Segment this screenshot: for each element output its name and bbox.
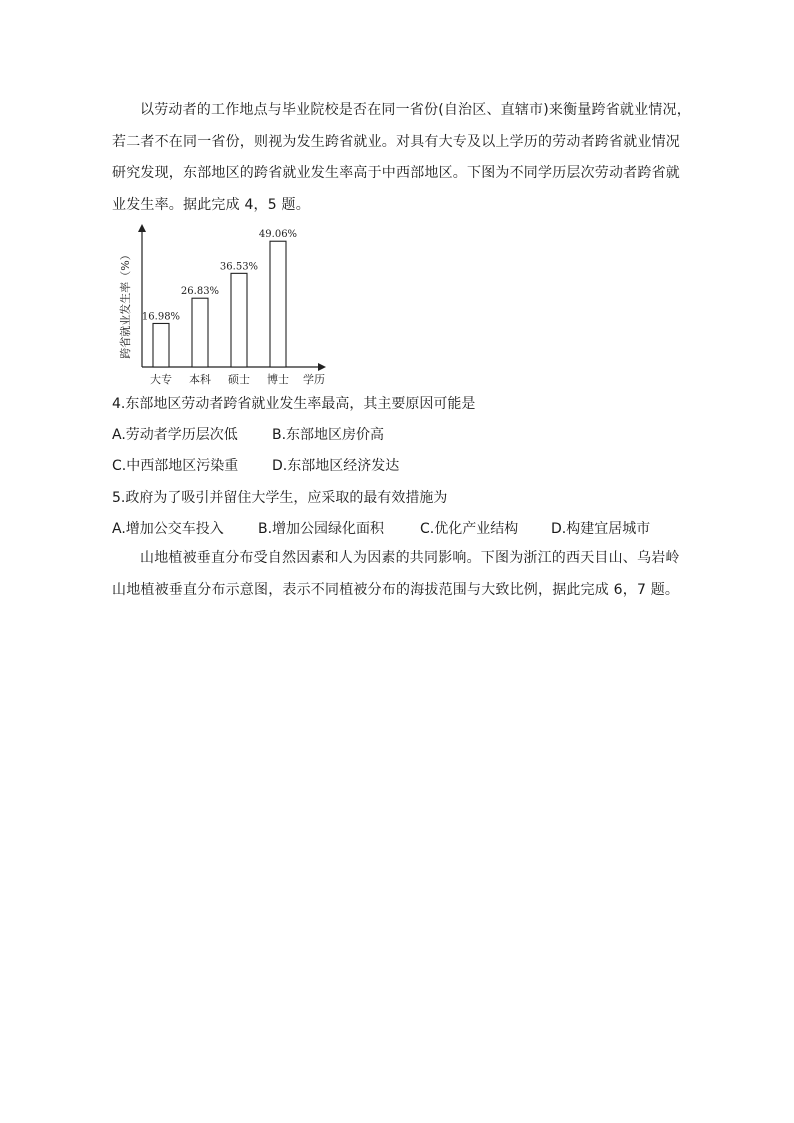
bar-chart bbox=[112, 222, 342, 392]
question-5-stem: 5.政府为了吸引并留住大学生，应采取的最有效措施为 bbox=[112, 490, 448, 506]
q4-option-b[interactable]: B.东部地区房价高 bbox=[272, 427, 385, 443]
q4-option-d[interactable]: D.东部地区经济发达 bbox=[272, 458, 400, 474]
bar-3 bbox=[270, 241, 286, 367]
bar-2 bbox=[231, 273, 247, 367]
q5-option-d[interactable]: D.构建宜居城市 bbox=[551, 521, 651, 537]
bar-value-label-0: 16.98% bbox=[141, 311, 181, 323]
intro-paragraph: 以劳动者的工作地点与毕业院校是否在同一省份(自治区、直辖市)来衡量跨省就业情况，若二者不在同一省份，则视为发生跨省就业。对具有大专及以上学历的劳动者跨省就业情况研究发现，东部地区的跨省就业发生率高于中西部地区。下图为不同学历层次劳动者跨省就业发生率。据此完成 4，5 题。 bbox=[112, 102, 691, 213]
x-tick-label-0: 大专 bbox=[150, 373, 172, 386]
y-axis-label: 跨省就业发生率（%） bbox=[119, 249, 132, 359]
question-4-stem: 4.东部地区劳动者跨省就业发生率最高，其主要原因可能是 bbox=[112, 396, 476, 412]
x-tick-label-1: 本科 bbox=[189, 373, 211, 386]
q5-option-b[interactable]: B.增加公园绿化面积 bbox=[258, 521, 385, 537]
bar-value-label-1: 26.83% bbox=[180, 286, 220, 298]
q4-option-a[interactable]: A.劳动者学历层次低 bbox=[112, 427, 238, 443]
q5-option-a[interactable]: A.增加公交车投入 bbox=[112, 521, 224, 537]
outro-paragraph: 山地植被垂直分布受自然因素和人为因素的共同影响。下图为浙江的西天目山、乌岩岭山地植被垂直分布示意图，表示不同植被分布的海拔范围与大致比例，据此完成 6，7 题。 bbox=[112, 550, 680, 598]
x-tick-label-2: 硕士 bbox=[228, 373, 250, 386]
x-axis-label: 学历 bbox=[303, 373, 325, 386]
x-tick-label-3: 博士 bbox=[267, 373, 289, 386]
q5-option-c[interactable]: C.优化产业结构 bbox=[420, 521, 519, 537]
bar-value-label-3: 49.06% bbox=[258, 229, 298, 241]
q4-option-c[interactable]: C.中西部地区污染重 bbox=[112, 458, 239, 474]
bar-0 bbox=[153, 323, 169, 367]
bar-1 bbox=[192, 298, 208, 367]
bar-value-label-2: 36.53% bbox=[219, 261, 259, 273]
